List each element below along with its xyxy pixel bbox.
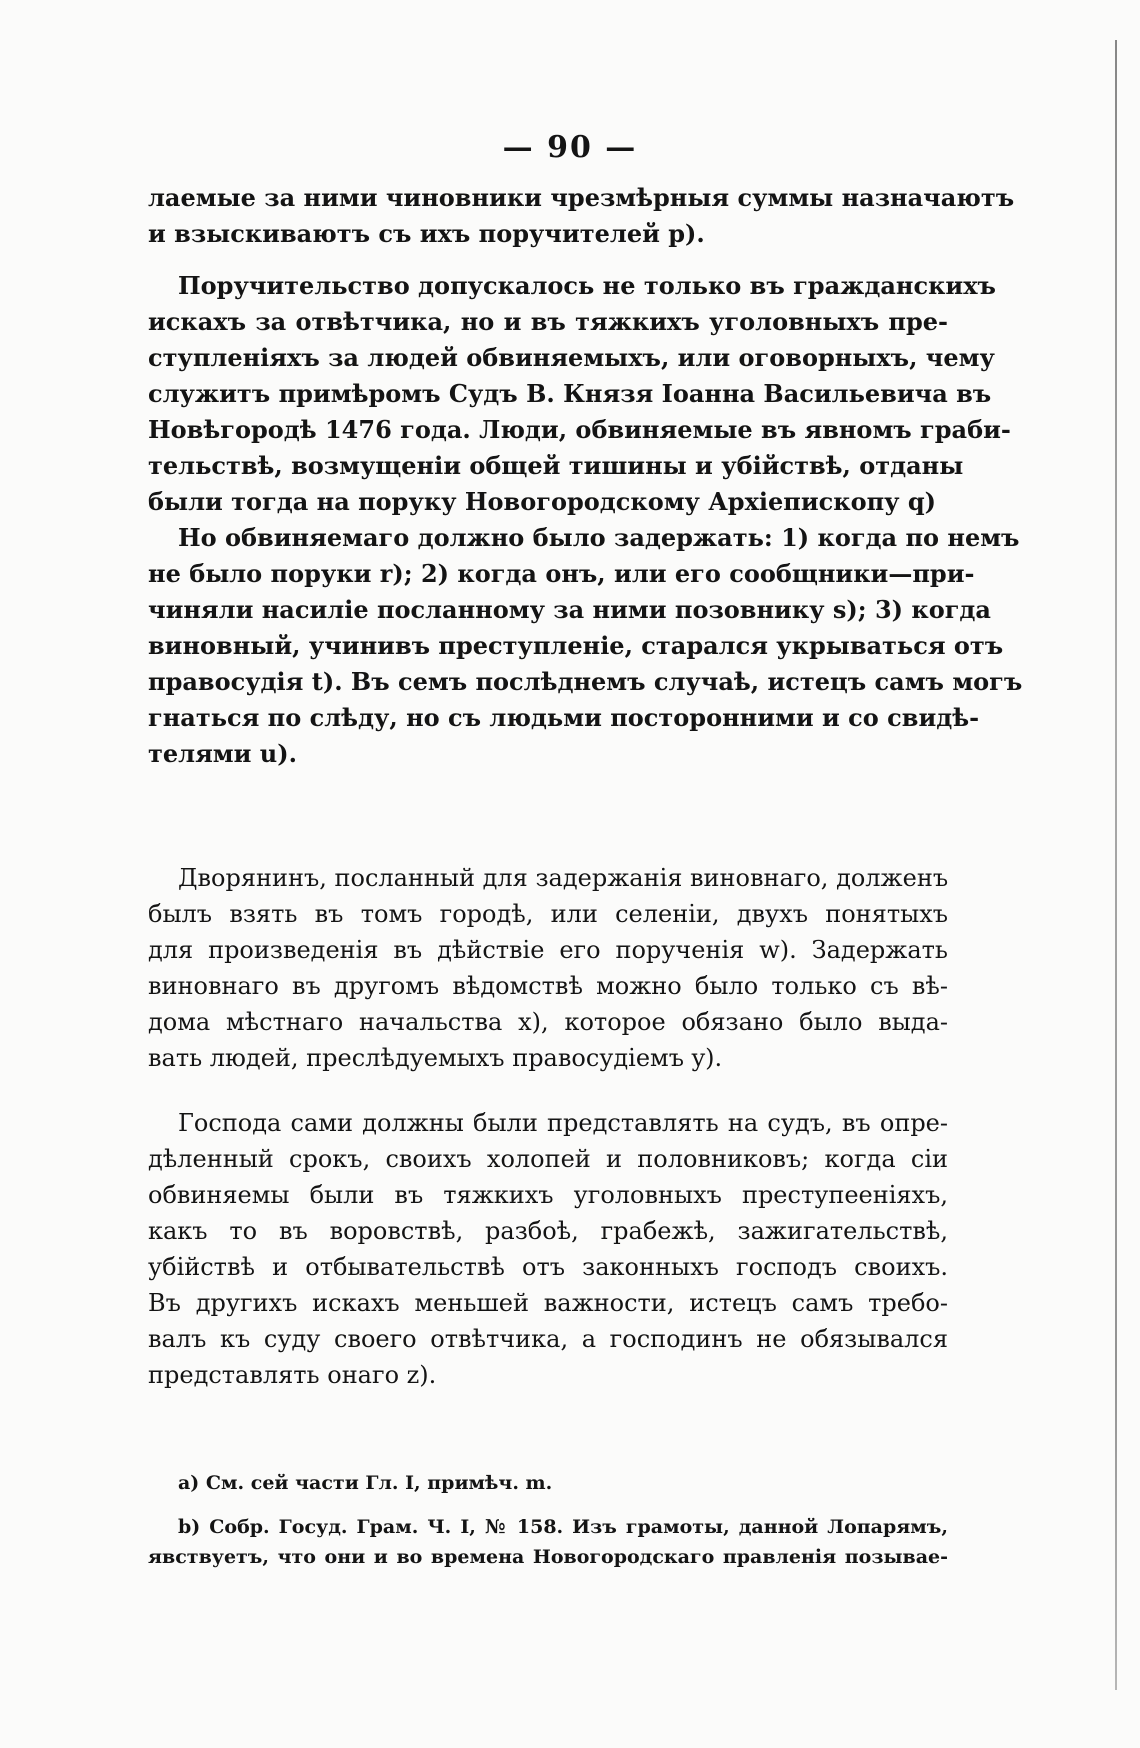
text-line: Новѣгородѣ 1476 года. Люди, обвиняемые въ явномъ граби-: [148, 415, 1011, 444]
text-line: правосудія t). Въ семъ послѣднемъ случаѣ, истецъ самъ могъ: [148, 667, 1023, 696]
text-line: Господа сами должны были представлять на судъ, въ опре-: [178, 1109, 948, 1137]
footnote-line: b) Собр. Госуд. Грам. Ч. I, № 158. Изъ грамоты, данной Лопарямъ,: [178, 1516, 948, 1538]
footnote-line: явствуетъ, что они и во времена Новогородскаго правленія позывае-: [148, 1546, 948, 1568]
page-number: — 90 —: [502, 130, 638, 165]
text-line: чиняли насиліе посланному за ними позовнику s); 3) когда: [148, 595, 991, 624]
footnotes: [148, 1468, 948, 1572]
text-line: Но обвиняемаго должно было задержать: 1) когда по немъ: [178, 523, 1020, 552]
text-line: ступленіяхъ за людей обвиняемыхъ, или оговорныхъ, чему: [148, 343, 995, 372]
text-line: убійствѣ и отбывательствѣ отъ законныхъ господъ своихъ.: [148, 1253, 948, 1281]
text-line: виновнаго въ другомъ вѣдомствѣ можно было только съ вѣ-: [148, 972, 948, 1000]
text-line: представлять онаго z).: [148, 1361, 437, 1389]
text-line: виновный, учинивъ преступленіе, старался укрываться отъ: [148, 631, 1004, 660]
text-line: Въ другихъ искахъ меньшей важности, истецъ самъ требо-: [148, 1289, 948, 1317]
paragraph-3: [148, 520, 1023, 772]
text-line: лаемые за ними чиновники чрезмѣрныя суммы назначаютъ: [148, 183, 1015, 212]
text-line: дома мѣстнаго начальства x), которое обязано было выда-: [148, 1008, 948, 1036]
text-line: служитъ примѣромъ Судъ В. Князя Іоанна Васильевича въ: [148, 379, 992, 408]
paragraph-5: [148, 1105, 948, 1393]
footnote-line: а) См. сей части Гл. I, примѣч. m.: [178, 1472, 553, 1494]
text-line: вать людей, преслѣдуемыхъ правосудіемъ y).: [148, 1044, 723, 1072]
page-edge-line: [1115, 40, 1117, 1690]
paragraph-1: [148, 180, 1015, 252]
text-line: валъ къ суду своего отвѣтчика, а господинъ не обязывался: [148, 1325, 948, 1353]
text-line: Дворянинъ, посланный для задержанія виновнаго, долженъ: [178, 864, 949, 892]
text-line: искахъ за отвѣтчика, но и въ тяжкихъ уголовныхъ пре-: [148, 307, 948, 336]
paragraph-4: [148, 860, 948, 1076]
text-line: былъ взять въ томъ городѣ, или селеніи, двухъ понятыхъ: [148, 900, 948, 928]
text-line: не было поруки r); 2) когда онъ, или его сообщники—при-: [148, 559, 975, 588]
text-line: обвиняемы были въ тяжкихъ уголовныхъ преступееніяхъ,: [148, 1181, 948, 1209]
text-line: телями u).: [148, 739, 297, 768]
text-line: тельствѣ, возмущеніи общей тишины и убійствѣ, отданы: [148, 451, 964, 480]
text-line: дѣленный срокъ, своихъ холопей и половниковъ; когда сіи: [148, 1145, 948, 1173]
text-line: гнаться по слѣду, но съ людьми посторонними и со свидѣ-: [148, 703, 980, 732]
text-line: и взыскиваютъ съ ихъ поручителей р).: [148, 219, 705, 248]
footnote-a: [148, 1468, 948, 1498]
footnote-b: [148, 1512, 948, 1572]
text-line: какъ то въ воровствѣ, разбоѣ, грабежѣ, зажигательствѣ,: [148, 1217, 948, 1245]
paragraph-2: [148, 268, 1011, 520]
text-line: для произведенія въ дѣйствіе его порученія w). Задержать: [148, 936, 948, 964]
text-line: Поручительство допускалось не только въ гражданскихъ: [178, 271, 996, 300]
text-line: были тогда на поруку Новогородскому Архіепископу q): [148, 487, 937, 516]
